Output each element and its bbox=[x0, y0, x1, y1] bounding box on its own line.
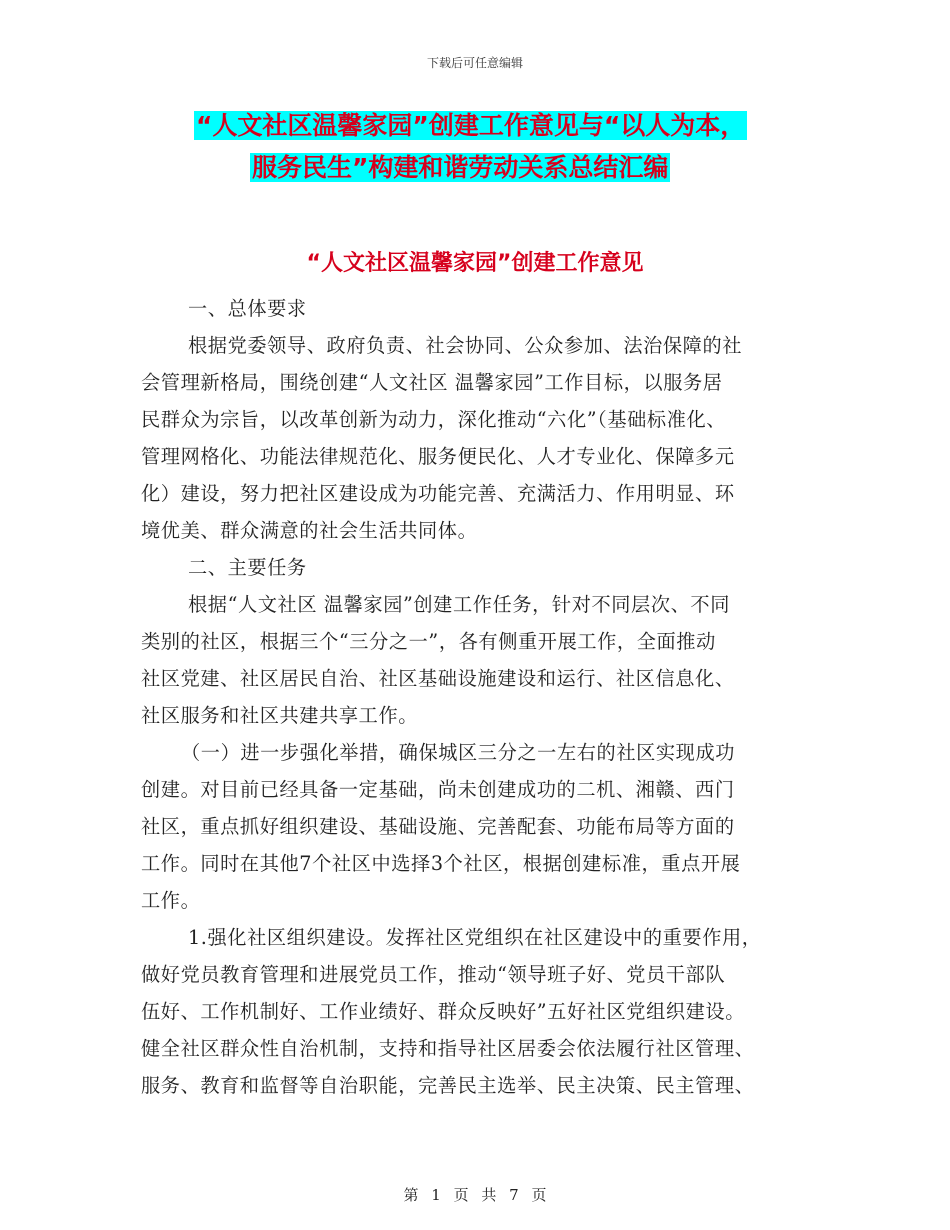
text-line: 根据“人文社区 温馨家园”创建工作任务，针对不同层次、不同 bbox=[188, 593, 730, 616]
page-footer: 第 1 页 共 7 页 bbox=[403, 1186, 547, 1204]
text-line: （一）进一步强化举措，确保城区三分之一左右的社区实现成功 bbox=[181, 741, 736, 764]
title-line-1: “人文社区温馨家园”创建工作意见与“以人为本， bbox=[196, 111, 746, 140]
paragraph-3 bbox=[141, 734, 813, 919]
text-line: 社区服务和社区共建共享工作。 bbox=[141, 704, 419, 727]
document-title bbox=[140, 106, 820, 188]
text-line: 工作。同时在其他7个社区中选择3个社区，根据创建标准，重点开展 bbox=[141, 852, 741, 875]
text-line: 健全社区群众性自治机制，支持和指导社区居委会依法履行社区管理、 bbox=[141, 1037, 755, 1060]
document-body bbox=[141, 290, 813, 1104]
section2-heading: 二、主要任务 bbox=[188, 556, 307, 579]
paragraph-2 bbox=[141, 586, 813, 734]
title-line-2: 服务民生”构建和谐劳动关系总结汇编 bbox=[252, 153, 669, 182]
text-line: 化）建设，努力把社区建设成为功能完善、充满活力、作用明显、环 bbox=[141, 482, 735, 505]
paragraph-4 bbox=[141, 919, 813, 1104]
paragraph-1 bbox=[141, 327, 813, 549]
text-line: 创建。对目前已经具备一定基础，尚未创建成功的二机、湘赣、西门 bbox=[141, 778, 735, 801]
text-line: 工作。 bbox=[141, 889, 201, 912]
section-subtitle: “人文社区温馨家园”创建工作意见 bbox=[306, 251, 644, 276]
text-line: 做好党员教育管理和进展党员工作，推动“领导班子好、党员干部队 bbox=[141, 963, 726, 986]
text-line: 管理网格化、功能法律规范化、服务便民化、人才专业化、保障多元 bbox=[141, 445, 735, 468]
text-line: 服务、教育和监督等自治职能，完善民主选举、民主决策、民主管理、 bbox=[141, 1074, 755, 1097]
text-line: 根据党委领导、政府负责、社会协同、公众参加、法治保障的社 bbox=[188, 334, 743, 357]
text-line: 境优美、群众满意的社会生活共同体。 bbox=[141, 519, 478, 542]
text-line: 社区党建、社区居民自治、社区基础设施建设和运行、社区信息化、 bbox=[141, 667, 735, 690]
text-line: 民群众为宗旨，以改革创新为动力，深化推动“六化”（基础标准化、 bbox=[141, 408, 727, 431]
header-note: 下载后可任意编辑 bbox=[426, 56, 523, 70]
section1-heading: 一、总体要求 bbox=[188, 297, 307, 320]
text-line: 伍好、工作机制好、工作业绩好、群众反映好”五好社区党组织建设。 bbox=[141, 1000, 746, 1023]
text-line: 类别的社区，根据三个“三分之一”，各有侧重开展工作，全面推动 bbox=[141, 630, 716, 653]
text-line: 会管理新格局，围绕创建“人文社区 温馨家园”工作目标，以服务居 bbox=[141, 371, 723, 394]
text-line: 社区，重点抓好组织建设、基础设施、完善配套、功能布局等方面的 bbox=[141, 815, 735, 838]
text-line: 1.强化社区组织建设。发挥社区党组织在社区建设中的重要作用， bbox=[188, 926, 762, 949]
